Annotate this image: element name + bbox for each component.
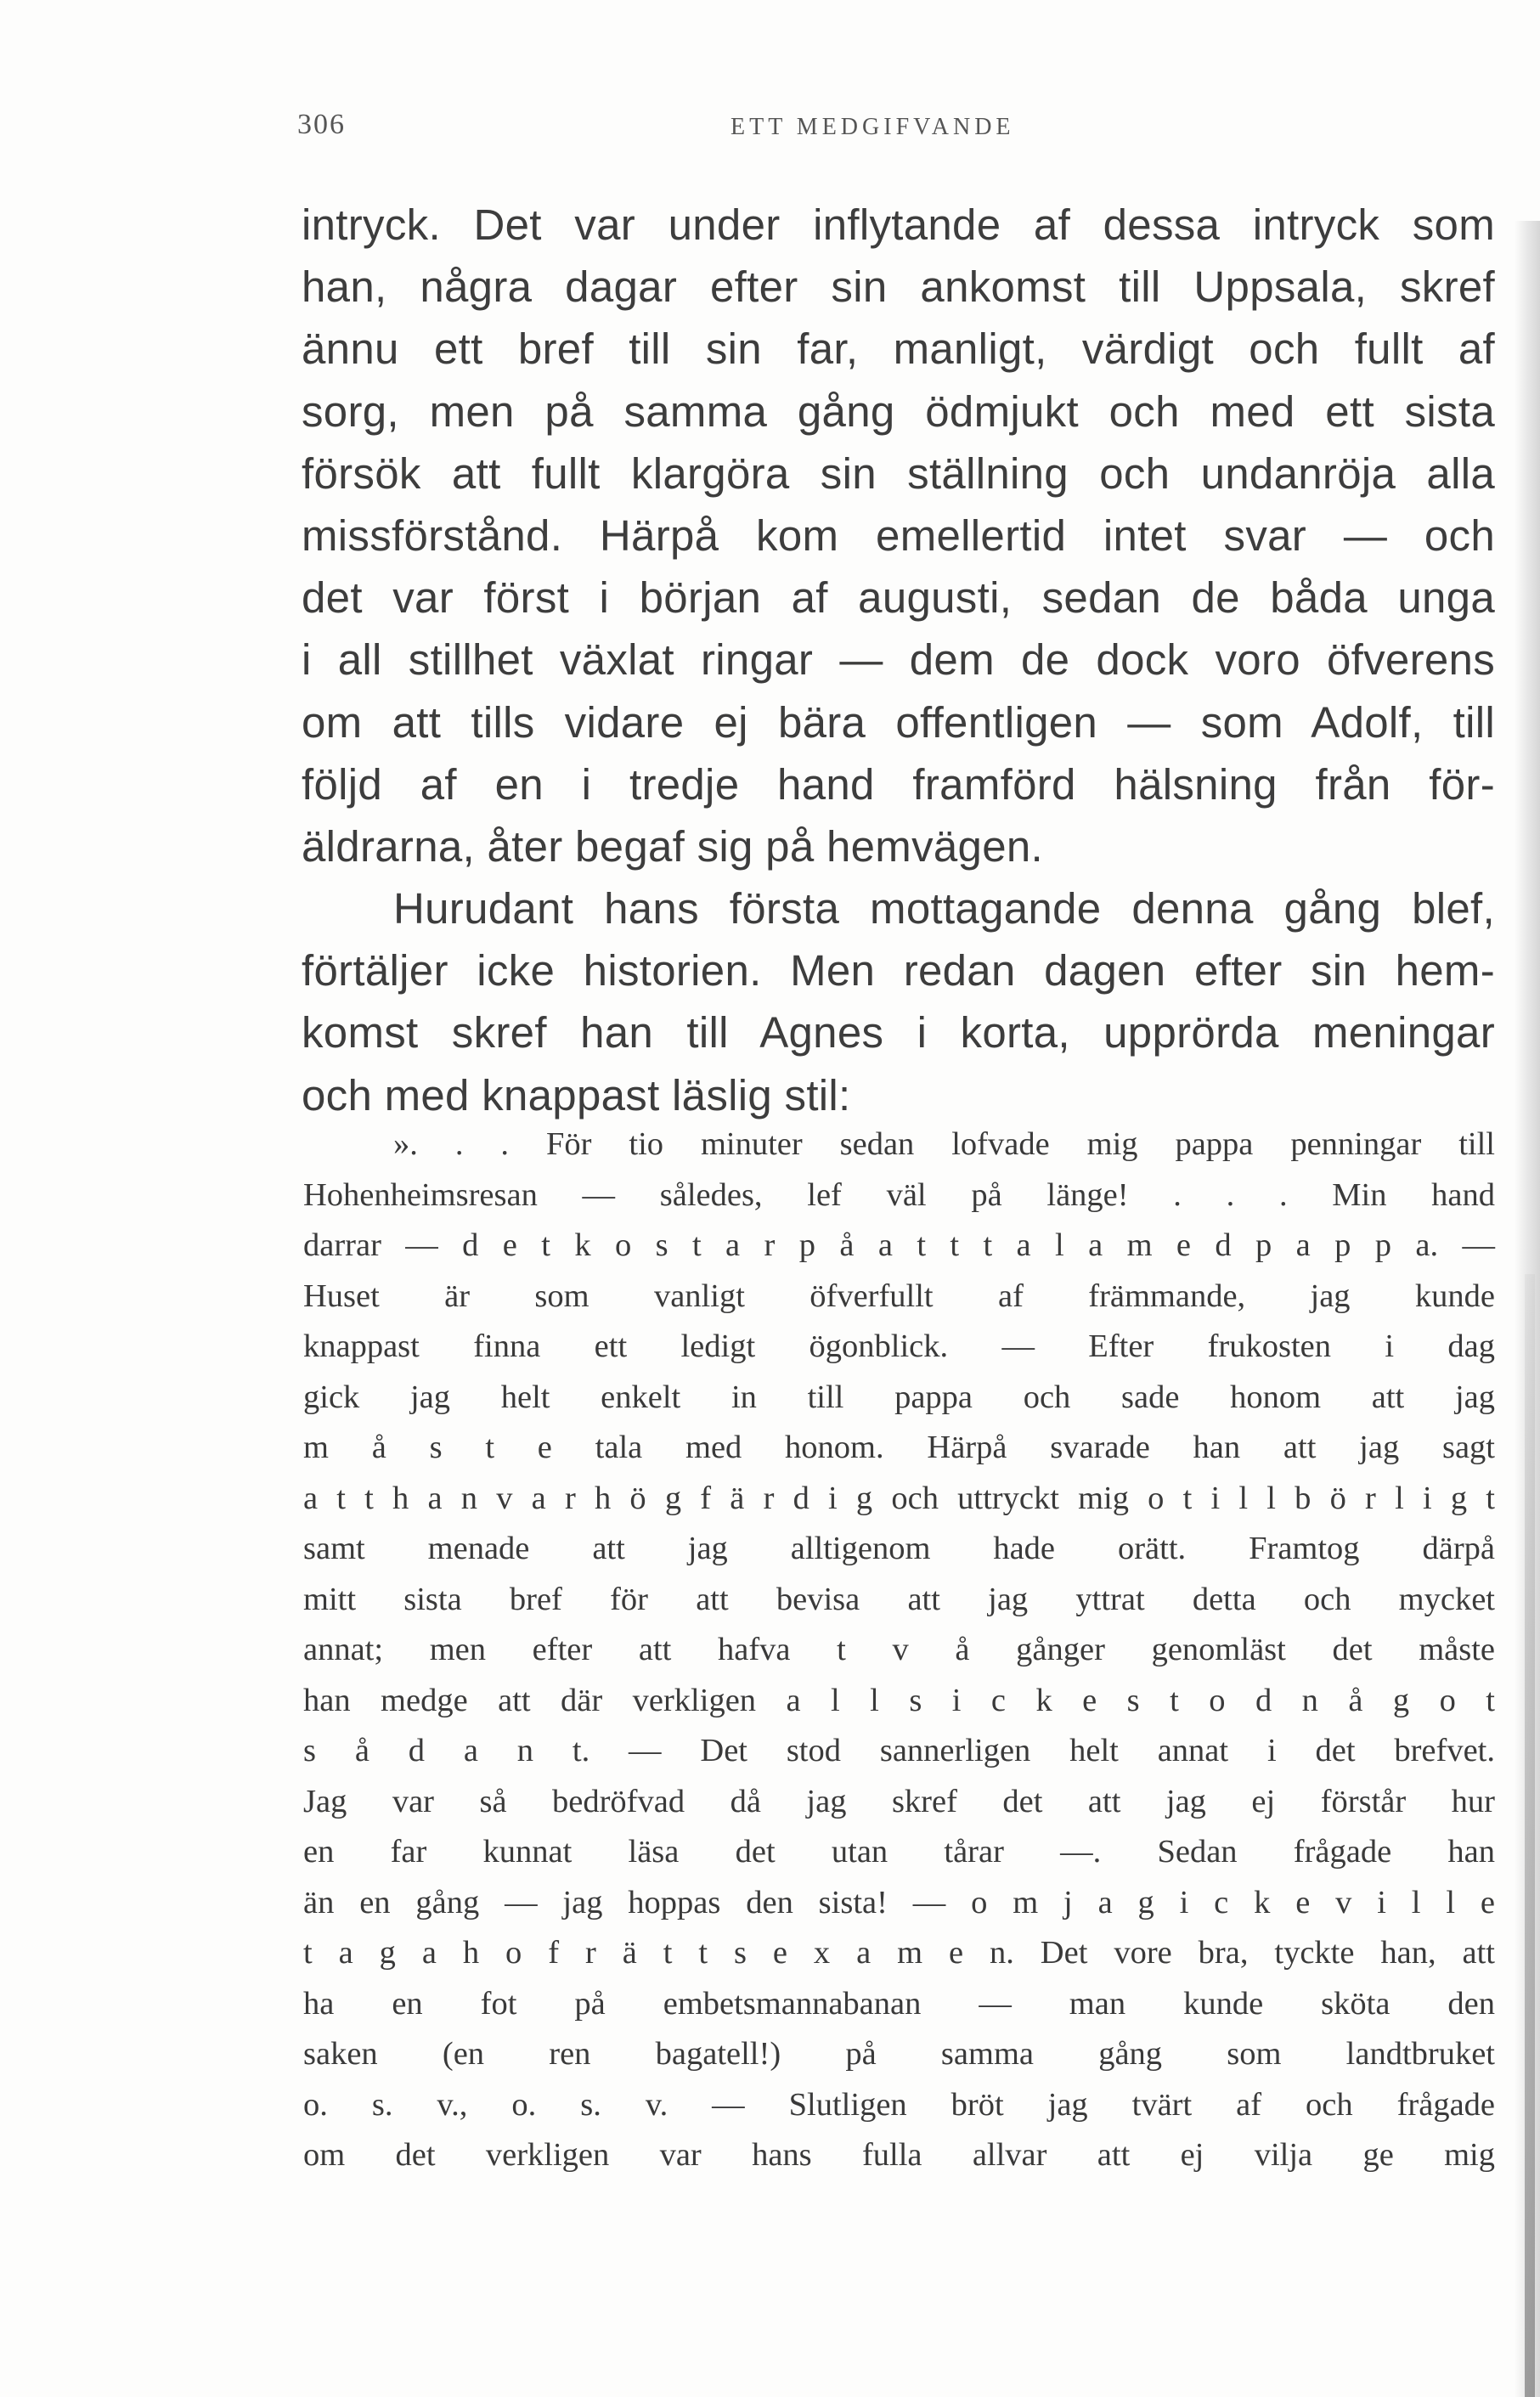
letter-line: gick jag helt enkelt in till pappa och sade honom att jag [303, 1379, 1495, 1415]
body-line: det var först i början af augusti, sedan de båda unga [302, 573, 1495, 623]
body-line: ännu ett bref till sin far, manligt, värdigt och fullt af [302, 324, 1495, 374]
body-line: intryck. Det var under inflytande af dessa intryck som [302, 200, 1495, 249]
body-line: förtäljer icke historien. Men redan dagen efter sin hem- [302, 946, 1495, 995]
letter-line: annat; men efter att hafva t v å gånger genomläst det måste [303, 1632, 1495, 1667]
letter-line: m å s t e tala med honom. Härpå svarade han att jag sagt [303, 1430, 1495, 1465]
page-edge-dark-strip [1525, 1274, 1535, 2397]
letter-line: ». . . För tio minuter sedan lofvade mig pappa penningar till [393, 1126, 1495, 1162]
body-line: försök att fullt klargöra sin ställning och undanröja alla [302, 448, 1495, 498]
body-line: Hurudant hans första mottagande denna gång blef, [393, 884, 1495, 933]
page-number: 306 [297, 109, 346, 140]
letter-line: Hohenheimsresan — således, lef väl på länge! . . . Min hand [303, 1176, 1495, 1213]
letter-line: Jag var så bedröfvad då jag skref det att jag ej förstår hur [303, 1783, 1495, 1819]
letter-line: än en gång — jag hoppas den sista! — o m j a g i c k e v i l l e [303, 1884, 1495, 1920]
body-line: äldrarna, åter begaf sig på hemvägen. [302, 821, 1043, 871]
body-line: missförstånd. Härpå kom emellertid intet svar — och [302, 510, 1495, 560]
letter-line: o. s. v., o. s. v. — Slutligen bröt jag tvärt af och frågade [303, 2086, 1495, 2123]
body-line: följd af en i tredje hand framförd hälsning från för- [302, 759, 1495, 809]
letter-line: han medge att där verkligen a l l s i c k e s t o d n å g o t [303, 1682, 1495, 1718]
body-line: sorg, men på samma gång ödmjukt och med ett sista [302, 386, 1495, 436]
letter-line: om det verkligen var hans fulla allvar att ej vilja ge mig [303, 2137, 1495, 2173]
body-line: han, några dagar efter sin ankomst till Uppsala, skref [302, 262, 1495, 312]
body-line: i all stillhet växlat ringar — dem de dock voro öfverens [302, 635, 1495, 685]
running-head: ETT MEDGIFVANDE [731, 114, 1015, 140]
page-header [297, 109, 1497, 160]
body-line: om att tills vidare ej bära offentligen — som Adolf, till [302, 697, 1495, 747]
letter-line: t a g a h o f r ä t t s e x a m e n. Det vore bra, tyckte han, att [303, 1935, 1495, 1971]
letter-line: a t t h a n v a r h ö g f ä r d i g och uttryckt mig o t i l l b ö r l i g t [303, 1480, 1495, 1516]
body-line: och med knappast läslig stil: [302, 1070, 851, 1120]
letter-line: s å d a n t. — Det stod sannerligen helt annat i det brefvet. [303, 1733, 1495, 1768]
letter-line: mitt sista bref för att bevisa att jag yttrat detta och mycket [303, 1581, 1495, 1617]
letter-line: en far kunnat läsa det utan tårar —. Sedan frågade han [303, 1834, 1495, 1870]
letter-line: knappast finna ett ledigt ögonblick. — Efter frukosten i dag [303, 1328, 1495, 1364]
letter-line: Huset är som vanligt öfverfullt af främmande, jag kunde [303, 1277, 1495, 1314]
quoted-letter [303, 1120, 1495, 2181]
letter-line: darrar — d e t k o s t a r p å a t t t a l a m e d p a p p a. — [303, 1227, 1495, 1263]
letter-line: saken (en ren bagatell!) på samma gång som landtbruket [303, 2036, 1495, 2072]
letter-line: samt menade att jag alltigenom hade orätt. Framtog därpå [303, 1531, 1495, 1566]
body-text [302, 194, 1495, 1126]
body-line: komst skref han till Agnes i korta, upprörda meningar [302, 1008, 1495, 1058]
letter-line: ha en fot på embetsmannabanan — man kunde sköta den [303, 1985, 1495, 2022]
